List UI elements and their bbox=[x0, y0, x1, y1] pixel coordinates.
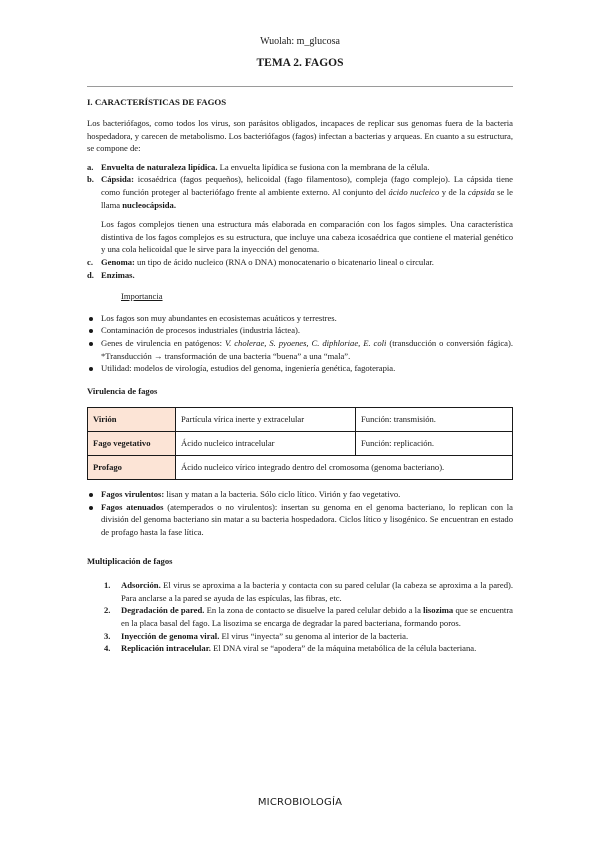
complex-phages-paragraph: Los fagos complejos tienen una estructura más elaborada en comparación con los fagos simples. Una característica distintiva de los fagos complejos es su estructura, que incluye una cabeza icosaédrica que contiene el material genético y una cola helicoidal que le sirve para la inyección del genoma. bbox=[101, 219, 513, 255]
main-content bbox=[87, 117, 513, 655]
intro-paragraph: Los bacteriófagos, como todos los virus, son parásitos obligados, incapaces de replicar sus genomas fuera de la bacteria hospedadora, y carecen de metabolismo. Los bacteriófagos (fagos) infectan a bacterias y arqueas. En cuanto a su estructura, se compone de: bbox=[87, 118, 513, 154]
item-bold: Adsorción. bbox=[121, 580, 161, 591]
bullet-icon bbox=[89, 342, 93, 346]
table-cell-desc: Partícula vírica inerte y extracelular bbox=[176, 408, 356, 432]
step-number: 3. bbox=[104, 630, 111, 641]
list-marker: c. bbox=[87, 256, 93, 267]
item-bold: Envuelta de naturaleza lipídica. bbox=[101, 161, 218, 172]
multiplication-step-2 bbox=[87, 604, 513, 629]
table-row bbox=[88, 432, 513, 456]
step-number: 4. bbox=[104, 643, 111, 654]
table-cell-desc: Ácido nucleico intracelular bbox=[176, 432, 356, 456]
species-names: V. cholerae, S. pyoenes, C. diphloriae, E. coli bbox=[224, 337, 387, 348]
item-text: y de la bbox=[439, 186, 468, 197]
importance-item bbox=[87, 324, 513, 337]
item-text: La envuelta lipídica se fusiona con la membrana de la célula. bbox=[217, 161, 430, 172]
page-footer: MICROBIOLOGÍA bbox=[257, 797, 343, 808]
item-italic: cápsida bbox=[467, 186, 495, 197]
item-text: El virus “inyecta” su genoma al interior de la bacteria. bbox=[219, 630, 409, 641]
item-text: Contaminación de procesos industriales (industria láctea). bbox=[101, 325, 301, 336]
item-text: (transducción o conversión fágica). *Transducción → transformación de una bacteria “buena” a una “mala”. bbox=[101, 337, 513, 361]
multiplication-heading: Multiplicación de fagos bbox=[87, 555, 173, 566]
list-marker: b. bbox=[87, 174, 94, 185]
item-bold: Enzimas. bbox=[101, 269, 135, 280]
attenuated-phages-item bbox=[87, 501, 513, 539]
bullet-icon bbox=[89, 329, 93, 333]
table-row bbox=[88, 456, 513, 480]
item-bold: Fagos atenuados bbox=[101, 501, 164, 512]
multiplication-step-4 bbox=[87, 642, 513, 655]
list-marker: d. bbox=[87, 269, 94, 280]
item-text: lisan y matan a la bacteria. Sólo ciclo lítico. Virión y fao vegetativo. bbox=[164, 489, 401, 500]
structure-item-a bbox=[87, 161, 513, 174]
item-text: un tipo de ácido nucleico (RNA o DNA) monocatenario o bicatenario lineal o circular. bbox=[134, 256, 434, 267]
item-text: icosaédrica (fagos pequeños), helicoidal (fago filamentoso), compleja (fago complejo). La cápsida tiene como función proteger al bacteriófago frente al ambiente externo. Al conjunto del bbox=[101, 174, 513, 197]
item-italic: ácido nucleico bbox=[388, 186, 440, 197]
item-text: (atemperados o no virulentos): insertan su genoma en el genoma bacteriano, lo replican con la división del genoma bacteriano sin matar a su bacteria hospedadora. Ciclos lítico y lisogénico. Se encuentran en estado de profago hasta la fase lítica. bbox=[101, 501, 513, 538]
title-divider bbox=[87, 86, 513, 87]
table-cell-func: Función: transmisión. bbox=[356, 408, 513, 432]
item-text: se le llama bbox=[101, 186, 513, 210]
bullet-icon bbox=[89, 493, 93, 497]
multiplication-step-1 bbox=[87, 579, 513, 604]
item-bold: lisozima bbox=[423, 605, 454, 616]
virulence-table bbox=[87, 407, 513, 480]
importance-heading: Importancia bbox=[121, 291, 163, 302]
multiplication-step-3 bbox=[87, 630, 513, 643]
structure-item-d bbox=[87, 269, 513, 282]
list-marker: a. bbox=[87, 161, 94, 172]
importance-item bbox=[87, 312, 513, 325]
table-cell-label: Fago vegetativo bbox=[88, 432, 176, 456]
bullet-icon bbox=[89, 506, 93, 510]
item-text: Utilidad: modelos de virología, estudios del genoma, ingeniería genética, fagoterapia. bbox=[101, 363, 396, 374]
table-cell-label: Virión bbox=[88, 408, 176, 432]
item-text: En la zona de contacto se disuelve la pared celular debido a la bbox=[204, 605, 424, 616]
structure-item-b bbox=[87, 173, 513, 211]
item-bold: Cápsida: bbox=[101, 174, 134, 185]
item-text: El virus se aproxima a la bacteria y contacta con su pared celular (la cabeza se aproxima a la pared). Para anclarse a la pared se ayuda de las espículas, las fibras, etc. bbox=[121, 580, 513, 603]
item-text: que se encuentra en la placa basal del fago. La lisozima se encarga de degradar la pared bacteriana, formando poros. bbox=[121, 605, 513, 629]
virulent-phages-item bbox=[87, 488, 513, 501]
item-bold: Fagos virulentos: bbox=[101, 489, 165, 500]
table-row bbox=[88, 408, 513, 432]
item-text: Los fagos son muy abundantes en ecosistemas acuáticos y terrestres. bbox=[101, 312, 337, 323]
importance-item bbox=[87, 362, 513, 375]
table-cell-label: Profago bbox=[88, 456, 176, 480]
item-bold: Replicación intracelular. bbox=[121, 643, 211, 654]
item-text: El DNA viral se “apodera” de la máquina metabólica de la célula bacteriana. bbox=[210, 643, 477, 654]
step-number: 1. bbox=[104, 580, 111, 591]
wuolah-header: Wuolah: m_glucosa bbox=[260, 36, 340, 47]
item-bold: Degradación de pared. bbox=[121, 605, 205, 616]
item-bold: Genoma: bbox=[101, 256, 135, 267]
section-heading-characteristics: I. CARACTERÍSTICAS DE FAGOS bbox=[87, 97, 227, 107]
virulence-heading: Virulencia de fagos bbox=[87, 385, 158, 396]
table-cell-func: Función: replicación. bbox=[356, 432, 513, 456]
importance-item bbox=[87, 337, 513, 362]
item-text: Genes de virulencia en patógenos: bbox=[101, 337, 225, 348]
table-cell-desc: Ácido nucleico vírico integrado dentro del cromosoma (genoma bacteriano). bbox=[176, 456, 513, 480]
bullet-icon bbox=[89, 317, 93, 321]
item-bold: Inyección de genoma viral. bbox=[121, 630, 220, 641]
page-title: TEMA 2. FAGOS bbox=[256, 57, 344, 69]
step-number: 2. bbox=[104, 605, 111, 616]
bullet-icon bbox=[89, 367, 93, 371]
item-bold: nucleocápsida. bbox=[122, 199, 176, 210]
structure-item-c bbox=[87, 256, 513, 269]
